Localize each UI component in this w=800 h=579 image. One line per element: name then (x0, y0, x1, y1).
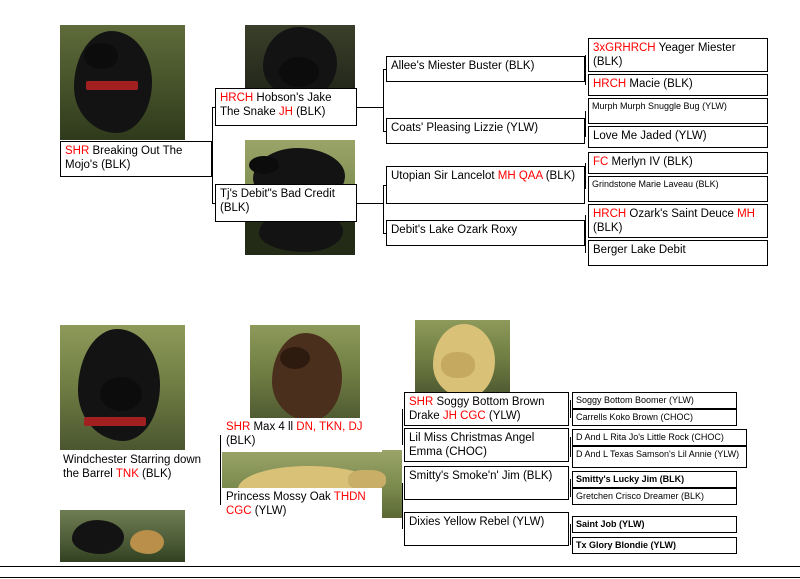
photo-top-subject-black-lab-field (60, 25, 185, 140)
top-ggp-7-box (588, 204, 768, 238)
page-bottom-rule-1 (0, 566, 800, 567)
top-ggp-3-name: Murph Murph Snuggle Bug (YLW) (592, 101, 727, 111)
bottom-sire-titles: DN, TKN, DJ (296, 421, 363, 433)
bottom-connector-dam (402, 483, 403, 529)
top-ggp-8-box (588, 240, 768, 266)
bottom-sire-color: (BLK) (226, 434, 256, 447)
top-gp-1-box (386, 56, 585, 82)
top-ggp-6-box (588, 176, 768, 202)
top-connector-sire (383, 69, 384, 131)
bottom-gp-1-name: Soggy Bottom Brown Drake (409, 396, 545, 422)
bottom-ggp-3-name: D And L Rita Jo's Little Rock (CHOC) (576, 432, 724, 442)
bottom-gp-1-color: (YLW) (485, 409, 521, 422)
top-ggp-3-box (588, 98, 768, 124)
top-ggp-1-name: Yeager Miester (BLK) (593, 42, 736, 68)
bottom-ggp-5-box (572, 471, 737, 488)
bottom-ggp-4-box (572, 446, 747, 468)
bottom-sire-name: Max 4 ll (250, 421, 297, 433)
top-gp-4-box (386, 220, 585, 246)
top-connector-gp4 (585, 215, 586, 253)
top-ggp-4-name: Love Me Jaded (YLW) (593, 130, 707, 142)
top-connector-gp1 (585, 55, 586, 85)
top-connector-sire-h3 (383, 131, 386, 132)
bottom-ggp-2-box (572, 409, 737, 426)
top-ggp-7-name: Ozark's Saint Deuce (626, 208, 738, 220)
top-ggp-5-name: Merlyn IV (BLK) (608, 156, 693, 168)
bottom-gp-1-prefix: SHR (409, 396, 434, 408)
bottom-ggp-8-box (572, 537, 737, 554)
top-ggp-5-titles: FC (593, 156, 609, 168)
bottom-gp-2-box (404, 428, 569, 462)
bottom-ggp-2-name: Carrells Koko Brown (CHOC) (576, 412, 694, 422)
top-connector-subject-h2 (212, 203, 215, 204)
top-connector-dam (383, 185, 384, 233)
top-connector-gp2 (585, 111, 586, 137)
bottom-gp-4-name: Dixies Yellow Rebel (YLW) (409, 516, 545, 528)
photo-top-sire-black-lab-closeup (245, 25, 355, 95)
bottom-connector-subject (220, 435, 221, 505)
top-connector-dam-h2 (383, 185, 386, 186)
photo-bottom-grandsire-yellow-lab (415, 320, 510, 398)
bottom-ggp-7-box (572, 516, 737, 533)
bottom-sire-box (222, 418, 382, 452)
top-connector-sire-h1 (357, 107, 383, 108)
bottom-connector-sire (402, 409, 403, 445)
photo-bottom-subject-black-lab (60, 325, 185, 450)
bottom-ggp-6-name: Gretchen Crisco Dreamer (BLK) (576, 491, 705, 501)
top-sire-color: (BLK) (292, 105, 326, 118)
bottom-connector-gp1 (570, 400, 571, 418)
top-sire-box (215, 88, 357, 126)
bottom-ggp-4-name: D And L Texas Samson's Lil Annie (YLW) (576, 449, 740, 459)
photo-bottom-sire-chocolate-lab (250, 325, 360, 425)
bottom-ggp-1-box (572, 392, 737, 409)
top-ggp-7-color: (BLK) (593, 221, 623, 234)
bottom-subject-name-pre: Windchester Starring down the Barrel (63, 454, 202, 480)
bottom-dam-name: Princess Mossy Oak (226, 491, 334, 503)
top-ggp-2-box (588, 74, 768, 96)
top-gp-2-name: Coats' Pleasing Lizzie (YLW) (391, 122, 539, 134)
bottom-ggp-7-name: Saint Job (YLW) (576, 519, 645, 529)
bottom-connector-gp4 (570, 524, 571, 545)
top-subject-title: Breaking Out The Mojo's (BLK) (65, 145, 183, 171)
photo-bottom-subject-hunt (60, 510, 185, 562)
top-ggp-2-name: Macie (BLK) (626, 78, 693, 90)
top-gp-1-name: Allee's Miester Buster (BLK) (391, 60, 535, 72)
bottom-gp-1-box (404, 392, 569, 426)
top-ggp-1-box (588, 38, 768, 72)
page-bottom-rule-2 (0, 577, 800, 578)
top-subject-box (60, 141, 212, 177)
top-gp-2-box (386, 118, 585, 144)
top-ggp-6-name: Grindstone Marie Laveau (BLK) (592, 179, 719, 189)
top-connector-subject (212, 107, 213, 203)
top-gp-4-name: Debit's Lake Ozark Roxy (391, 224, 518, 236)
top-connector-subject-h1 (212, 107, 215, 108)
top-sire-prefix: HRCH (220, 92, 254, 104)
top-ggp-8-name: Berger Lake Debit (593, 244, 686, 256)
top-dam-name: Tj's Debit"s Bad Credit (BLK) (220, 188, 335, 214)
top-gp-3-name-post: (BLK) (542, 170, 576, 182)
bottom-connector-gp3 (570, 479, 571, 497)
top-ggp-7-titles: HRCH (593, 208, 627, 220)
bottom-dam-color: (YLW) (251, 504, 287, 517)
top-ggp-1-titles: 3xGRHRCH (593, 42, 656, 54)
bottom-gp-1-titles: JH CGC (442, 409, 486, 422)
top-ggp-4-box (588, 126, 768, 148)
bottom-subject-titles: TNK (115, 467, 139, 480)
bottom-gp-4-box (404, 512, 569, 546)
bottom-gp-2-name: Lil Miss Christmas Angel Emma (CHOC) (409, 432, 535, 458)
top-connector-sire-h2 (383, 69, 386, 70)
bottom-ggp-1-name: Soggy Bottom Boomer (YLW) (576, 395, 694, 405)
bottom-connector-gp2 (570, 437, 571, 457)
top-connector-dam-h3 (383, 233, 386, 234)
top-ggp-7-titles-2: MH (737, 208, 755, 220)
top-connector-gp3 (585, 163, 586, 189)
top-sire-title-suffix: JH (278, 105, 293, 118)
top-dam-box (215, 184, 357, 222)
bottom-gp-3-box (404, 466, 569, 500)
bottom-ggp-8-name: Tx Glory Blondie (YLW) (576, 540, 677, 550)
top-gp-3-box (386, 166, 585, 204)
bottom-subject-color: (BLK) (138, 467, 172, 480)
bottom-dam-box (222, 488, 382, 522)
bottom-ggp-5-name: Smitty's Lucky Jim (BLK) (576, 474, 685, 484)
top-ggp-5-box (588, 152, 768, 174)
top-connector-dam-h1 (357, 203, 383, 204)
bottom-ggp-6-box (572, 488, 737, 505)
bottom-sire-prefix: SHR (226, 421, 251, 433)
top-ggp-2-titles: HRCH (593, 78, 627, 90)
top-sire-name: Hobson's Jake The Snake (220, 92, 332, 118)
bottom-dam-titles: THDN CGC (226, 491, 366, 517)
top-subject-title-prefix: SHR (65, 145, 90, 157)
top-gp-3-name-pre: Utopian Sir Lancelot (391, 170, 498, 182)
top-gp-3-titles: MH QAA (497, 170, 543, 182)
bottom-ggp-3-box (572, 429, 747, 446)
bottom-gp-3-name: Smitty's Smoke'n' Jim (BLK) (409, 470, 553, 482)
bottom-subject-box (60, 451, 222, 491)
